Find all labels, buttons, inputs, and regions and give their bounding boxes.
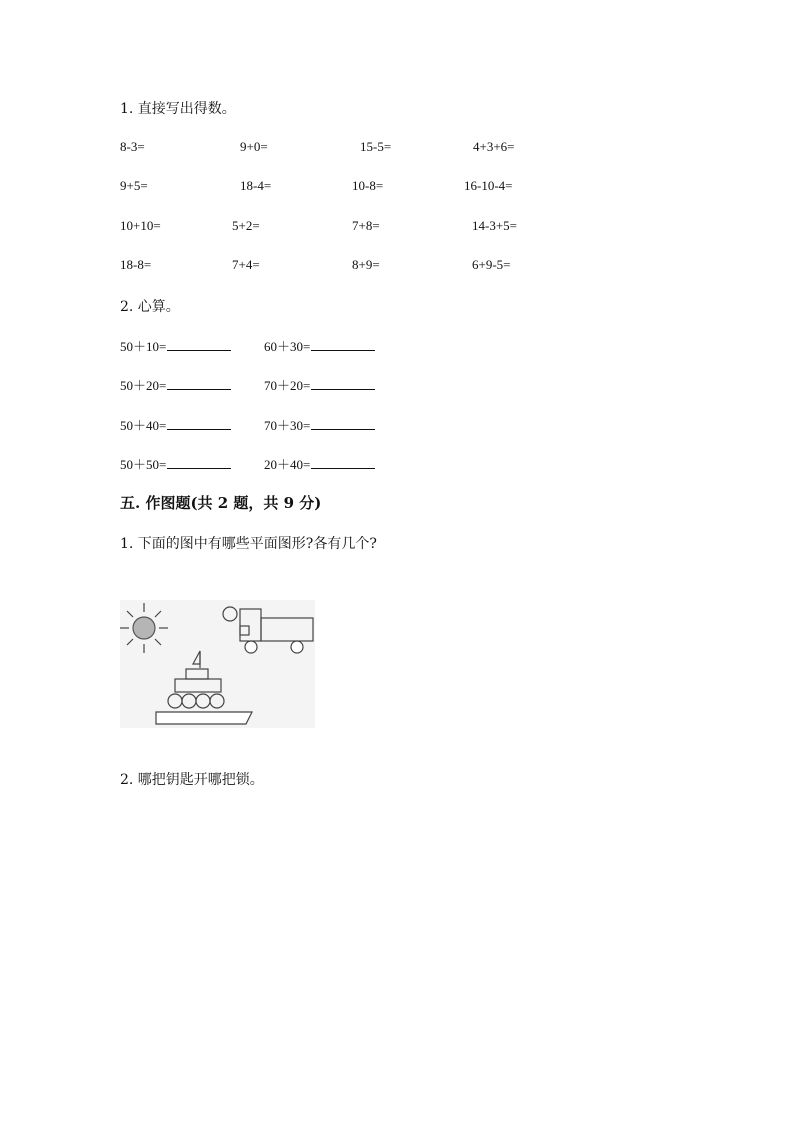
section-5-question-1: 1. 下面的图中有哪些平面图形?各有几个?	[120, 536, 377, 552]
q2-item	[120, 415, 231, 434]
q1-cell: 8+9=	[352, 257, 380, 272]
q2-expr: 50＋50=	[120, 457, 167, 472]
shapes-figure	[120, 600, 315, 728]
q1-cell: 9+0=	[240, 139, 268, 154]
q1-cell: 16-10-4=	[464, 178, 513, 193]
q2-item	[120, 336, 231, 355]
answer-blank[interactable]	[167, 377, 231, 390]
answer-blank[interactable]	[311, 377, 375, 390]
q1-cell: 14-3+5=	[472, 218, 517, 233]
q1-title: 1. 直接写出得数。	[120, 101, 236, 117]
q1-cell: 5+2=	[232, 218, 260, 233]
q2-expr: 20＋40=	[264, 457, 311, 472]
q1-cell: 6+9-5=	[472, 257, 511, 272]
truck-icon	[223, 607, 313, 653]
q1-cell: 18-8=	[120, 257, 152, 272]
q1-cell: 18-4=	[240, 178, 272, 193]
boat-icon	[156, 651, 252, 724]
q2-expr: 50＋40=	[120, 418, 167, 433]
q1-cell: 8-3=	[120, 139, 145, 154]
q2-item	[120, 454, 231, 473]
answer-blank[interactable]	[167, 456, 231, 469]
q2-item	[264, 454, 375, 473]
q1-cell: 10-8=	[352, 178, 384, 193]
q2-item	[264, 415, 375, 434]
sun-icon	[120, 603, 168, 653]
q2-item	[120, 375, 231, 394]
answer-blank[interactable]	[167, 338, 231, 351]
section-5-title: 五. 作图题(共 2 题，共 9 分)	[120, 494, 322, 512]
q2-expr: 70＋20=	[264, 378, 311, 393]
q1-cell: 7+8=	[352, 218, 380, 233]
answer-blank[interactable]	[311, 338, 375, 351]
q2-expr: 60＋30=	[264, 339, 311, 354]
answer-blank[interactable]	[167, 417, 231, 430]
section-5-question-2: 2. 哪把钥匙开哪把锁。	[120, 772, 264, 788]
q1-cell: 4+3+6=	[473, 139, 515, 154]
q2-item	[264, 375, 375, 394]
q1-cell: 9+5=	[120, 178, 148, 193]
q2-item	[264, 336, 375, 355]
q1-cell: 7+4=	[232, 257, 260, 272]
q1-cell: 15-5=	[360, 139, 392, 154]
answer-blank[interactable]	[311, 456, 375, 469]
q2-expr: 70＋30=	[264, 418, 311, 433]
q2-expr: 50＋20=	[120, 378, 167, 393]
answer-blank[interactable]	[311, 417, 375, 430]
q2-title: 2. 心算。	[120, 299, 180, 315]
q1-cell: 10+10=	[120, 218, 161, 233]
q2-expr: 50＋10=	[120, 339, 167, 354]
shapes-figure-svg	[120, 600, 315, 728]
